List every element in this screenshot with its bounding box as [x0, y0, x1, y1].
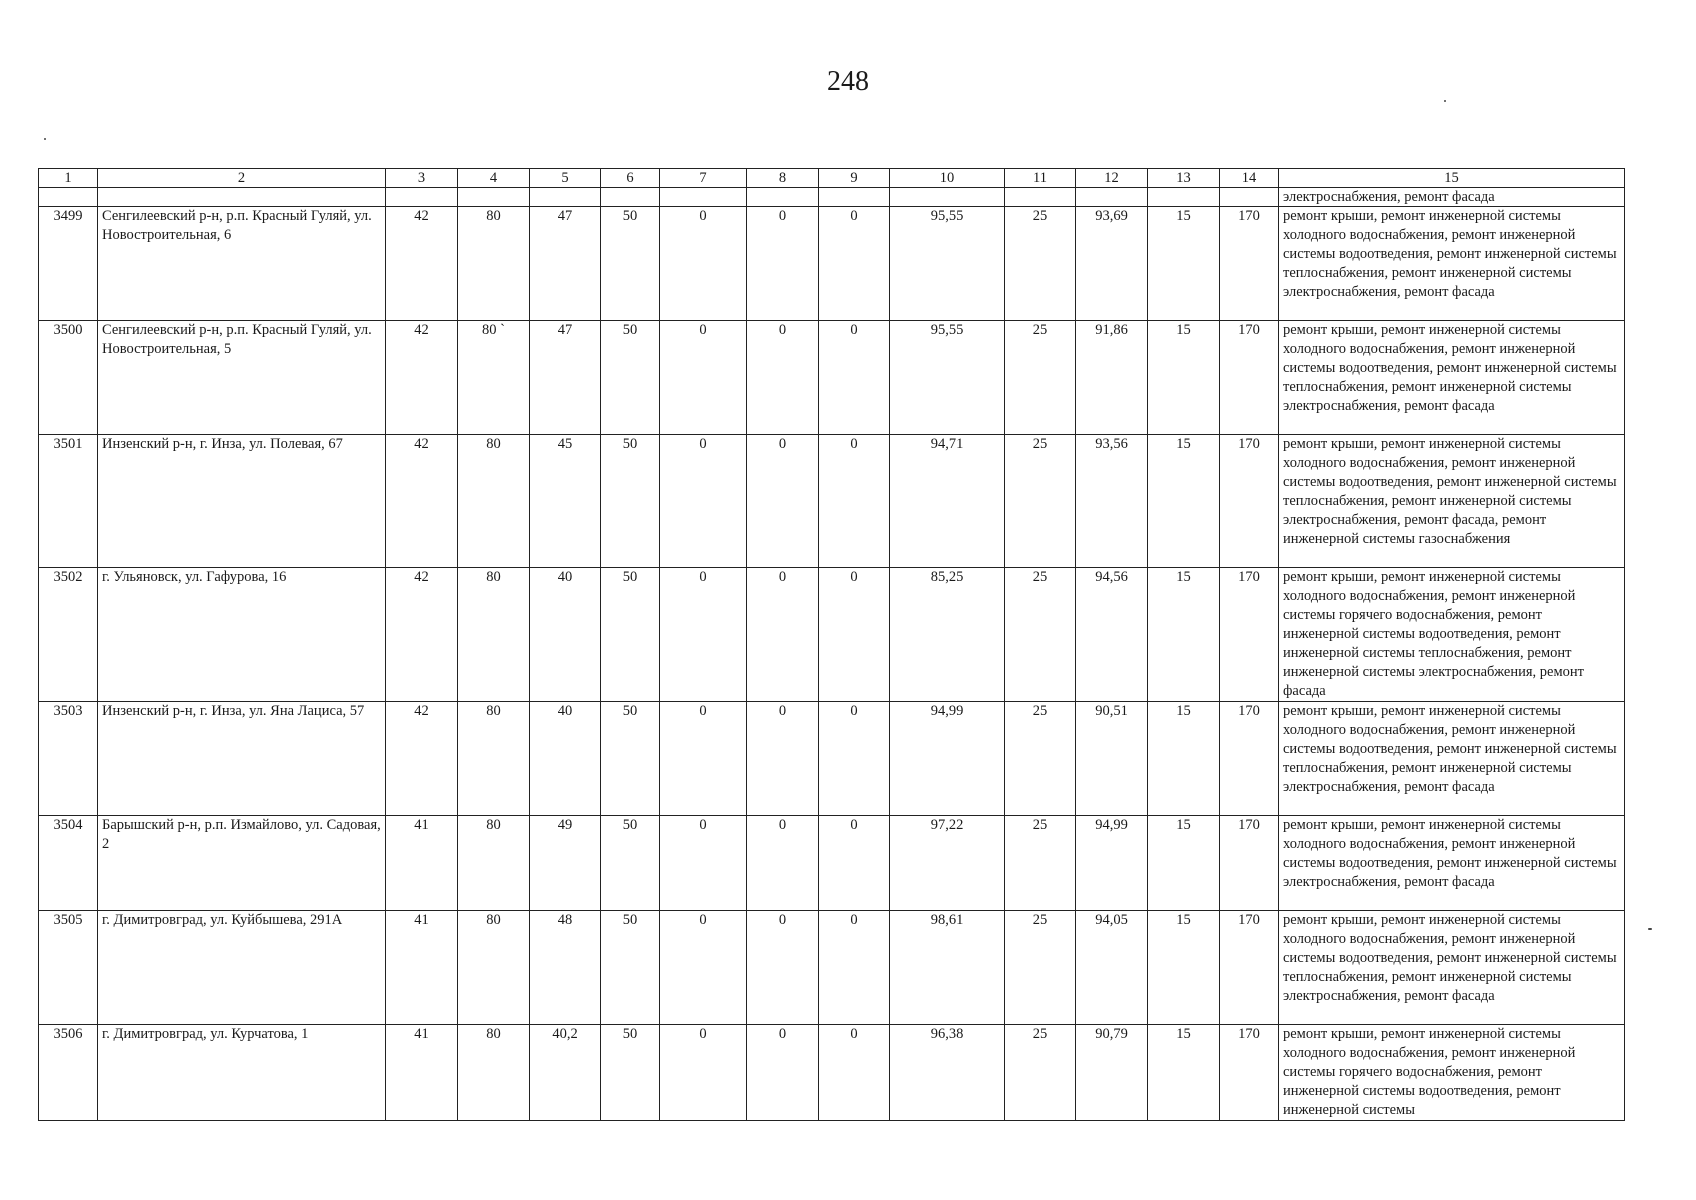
value-col-5: 40 — [530, 702, 601, 816]
value-col-11: 25 — [1005, 702, 1076, 816]
column-header: 13 — [1148, 169, 1220, 188]
continuation-work-text: электроснабжения, ремонт фасада — [1279, 188, 1625, 207]
value-col-10: 97,22 — [890, 816, 1005, 911]
row-number: 3503 — [39, 702, 98, 816]
value-col-6: 50 — [601, 1025, 660, 1121]
value-col-8: 0 — [747, 321, 819, 435]
work-types: ремонт крыши, ремонт инженерной системы холодного водоснабжения, ремонт инженерной системы водоотведения, ремонт инженерной системы теплоснабжения, ремонт инженерной системы электроснабжения, ремонт фасада — [1279, 207, 1625, 321]
column-header: 8 — [747, 169, 819, 188]
column-header: 7 — [660, 169, 747, 188]
value-col-8: 0 — [747, 207, 819, 321]
value-col-4: 80 — [458, 816, 530, 911]
value-col-4: 80 — [458, 1025, 530, 1121]
table-row — [39, 435, 1625, 568]
value-col-13: 15 — [1148, 911, 1220, 1025]
work-types: ремонт крыши, ремонт инженерной системы холодного водоснабжения, ремонт инженерной системы водоотведения, ремонт инженерной системы электроснабжения, ремонт фасада — [1279, 816, 1625, 911]
value-col-8: 0 — [747, 702, 819, 816]
value-col-14: 170 — [1220, 911, 1279, 1025]
value-col-6: 50 — [601, 911, 660, 1025]
work-types: ремонт крыши, ремонт инженерной системы холодного водоснабжения, ремонт инженерной системы водоотведения, ремонт инженерной системы теплоснабжения, ремонт инженерной системы электроснабжения, ремонт фасада — [1279, 702, 1625, 816]
value-col-7: 0 — [660, 911, 747, 1025]
address: г. Димитровград, ул. Куйбышева, 291А — [98, 911, 386, 1025]
table-row — [39, 702, 1625, 816]
value-col-11: 25 — [1005, 568, 1076, 702]
value-col-4: 80 — [458, 911, 530, 1025]
value-col-9: 0 — [819, 207, 890, 321]
value-col-14: 170 — [1220, 1025, 1279, 1121]
table-row — [39, 911, 1625, 1025]
scan-speck — [1648, 928, 1652, 930]
value-col-9: 0 — [819, 1025, 890, 1121]
value-col-13: 15 — [1148, 816, 1220, 911]
value-col-3: 42 — [386, 207, 458, 321]
row-number: 3500 — [39, 321, 98, 435]
value-col-11: 25 — [1005, 816, 1076, 911]
value-col-9: 0 — [819, 321, 890, 435]
column-header: 12 — [1076, 169, 1148, 188]
work-types: ремонт крыши, ремонт инженерной системы холодного водоснабжения, ремонт инженерной системы водоотведения, ремонт инженерной системы теплоснабжения, ремонт инженерной системы электроснабжения, ремонт фасада, ремонт инженерной системы газоснабжения — [1279, 435, 1625, 568]
value-col-4: 80 — [458, 568, 530, 702]
address: г. Димитровград, ул. Курчатова, 1 — [98, 1025, 386, 1121]
value-col-12: 91,86 — [1076, 321, 1148, 435]
value-col-13: 15 — [1148, 321, 1220, 435]
value-col-9: 0 — [819, 568, 890, 702]
value-col-6: 50 — [601, 207, 660, 321]
value-col-12: 94,05 — [1076, 911, 1148, 1025]
value-col-7: 0 — [660, 816, 747, 911]
value-col-5: 40,2 — [530, 1025, 601, 1121]
scan-speck — [44, 138, 46, 140]
table-row — [39, 321, 1625, 435]
address: Сенгилеевский р-н, р.п. Красный Гуляй, ул. Новостроительная, 5 — [98, 321, 386, 435]
column-header: 4 — [458, 169, 530, 188]
value-col-6: 50 — [601, 435, 660, 568]
value-col-14: 170 — [1220, 435, 1279, 568]
value-col-6: 50 — [601, 702, 660, 816]
column-header: 14 — [1220, 169, 1279, 188]
value-col-3: 42 — [386, 702, 458, 816]
value-col-11: 25 — [1005, 321, 1076, 435]
value-col-4: 80 — [458, 702, 530, 816]
value-col-4: 80 — [458, 435, 530, 568]
value-col-6: 50 — [601, 816, 660, 911]
value-col-13: 15 — [1148, 568, 1220, 702]
value-col-8: 0 — [747, 1025, 819, 1121]
row-number: 3506 — [39, 1025, 98, 1121]
value-col-11: 25 — [1005, 435, 1076, 568]
work-types: ремонт крыши, ремонт инженерной системы холодного водоснабжения, ремонт инженерной системы горячего водоснабжения, ремонт инженерной системы водоотведения, ремонт инженерной системы — [1279, 1025, 1625, 1121]
continuation-row — [39, 188, 1625, 207]
value-col-13: 15 — [1148, 207, 1220, 321]
row-number: 3504 — [39, 816, 98, 911]
value-col-12: 94,99 — [1076, 816, 1148, 911]
column-header: 15 — [1279, 169, 1625, 188]
scan-speck — [1444, 100, 1446, 102]
value-col-10: 96,38 — [890, 1025, 1005, 1121]
column-number-row — [39, 169, 1625, 188]
value-col-7: 0 — [660, 435, 747, 568]
row-number: 3499 — [39, 207, 98, 321]
value-col-13: 15 — [1148, 435, 1220, 568]
value-col-4: 80 ` — [458, 321, 530, 435]
value-col-11: 25 — [1005, 1025, 1076, 1121]
column-header: 2 — [98, 169, 386, 188]
column-header: 5 — [530, 169, 601, 188]
column-header: 1 — [39, 169, 98, 188]
value-col-3: 42 — [386, 321, 458, 435]
table-row — [39, 816, 1625, 911]
value-col-6: 50 — [601, 321, 660, 435]
value-col-14: 170 — [1220, 207, 1279, 321]
address: Инзенский р-н, г. Инза, ул. Яна Лациса, 57 — [98, 702, 386, 816]
value-col-10: 95,55 — [890, 321, 1005, 435]
value-col-3: 41 — [386, 816, 458, 911]
value-col-8: 0 — [747, 568, 819, 702]
column-header: 9 — [819, 169, 890, 188]
value-col-10: 94,71 — [890, 435, 1005, 568]
value-col-6: 50 — [601, 568, 660, 702]
value-col-14: 170 — [1220, 816, 1279, 911]
value-col-7: 0 — [660, 321, 747, 435]
work-types: ремонт крыши, ремонт инженерной системы холодного водоснабжения, ремонт инженерной системы водоотведения, ремонт инженерной системы теплоснабжения, ремонт инженерной системы электроснабжения, ремонт фасада — [1279, 321, 1625, 435]
row-number: 3505 — [39, 911, 98, 1025]
value-col-12: 94,56 — [1076, 568, 1148, 702]
value-col-10: 85,25 — [890, 568, 1005, 702]
row-number: 3501 — [39, 435, 98, 568]
value-col-12: 90,79 — [1076, 1025, 1148, 1121]
value-col-5: 47 — [530, 321, 601, 435]
value-col-8: 0 — [747, 435, 819, 568]
value-col-14: 170 — [1220, 568, 1279, 702]
value-col-3: 42 — [386, 435, 458, 568]
address: Инзенский р-н, г. Инза, ул. Полевая, 67 — [98, 435, 386, 568]
value-col-9: 0 — [819, 435, 890, 568]
value-col-7: 0 — [660, 702, 747, 816]
value-col-9: 0 — [819, 816, 890, 911]
value-col-9: 0 — [819, 702, 890, 816]
value-col-12: 93,69 — [1076, 207, 1148, 321]
value-col-8: 0 — [747, 816, 819, 911]
address: Барышский р-н, р.п. Измайлово, ул. Садовая, 2 — [98, 816, 386, 911]
value-col-5: 40 — [530, 568, 601, 702]
value-col-13: 15 — [1148, 1025, 1220, 1121]
column-header: 3 — [386, 169, 458, 188]
value-col-11: 25 — [1005, 207, 1076, 321]
value-col-5: 48 — [530, 911, 601, 1025]
table-row — [39, 568, 1625, 702]
value-col-11: 25 — [1005, 911, 1076, 1025]
work-types: ремонт крыши, ремонт инженерной системы холодного водоснабжения, ремонт инженерной системы горячего водоснабжения, ремонт инженерной системы водоотведения, ремонт инженерной системы теплоснабжения, ремонт инженерной системы электроснабжения, ремонт фасада — [1279, 568, 1625, 702]
value-col-14: 170 — [1220, 321, 1279, 435]
address: Сенгилеевский р-н, р.п. Красный Гуляй, ул. Новостроительная, 6 — [98, 207, 386, 321]
repair-program-table — [38, 168, 1625, 1121]
value-col-10: 98,61 — [890, 911, 1005, 1025]
column-header: 10 — [890, 169, 1005, 188]
page-number: 248 — [827, 66, 869, 97]
value-col-12: 93,56 — [1076, 435, 1148, 568]
value-col-12: 90,51 — [1076, 702, 1148, 816]
value-col-7: 0 — [660, 207, 747, 321]
value-col-4: 80 — [458, 207, 530, 321]
value-col-3: 41 — [386, 1025, 458, 1121]
value-col-14: 170 — [1220, 702, 1279, 816]
column-header: 6 — [601, 169, 660, 188]
value-col-10: 94,99 — [890, 702, 1005, 816]
value-col-10: 95,55 — [890, 207, 1005, 321]
value-col-3: 41 — [386, 911, 458, 1025]
table-row — [39, 207, 1625, 321]
column-header: 11 — [1005, 169, 1076, 188]
table-row — [39, 1025, 1625, 1121]
value-col-9: 0 — [819, 911, 890, 1025]
value-col-5: 47 — [530, 207, 601, 321]
value-col-3: 42 — [386, 568, 458, 702]
value-col-8: 0 — [747, 911, 819, 1025]
value-col-7: 0 — [660, 1025, 747, 1121]
value-col-5: 49 — [530, 816, 601, 911]
work-types: ремонт крыши, ремонт инженерной системы холодного водоснабжения, ремонт инженерной системы водоотведения, ремонт инженерной системы теплоснабжения, ремонт инженерной системы электроснабжения, ремонт фасада — [1279, 911, 1625, 1025]
row-number: 3502 — [39, 568, 98, 702]
value-col-5: 45 — [530, 435, 601, 568]
value-col-7: 0 — [660, 568, 747, 702]
address: г. Ульяновск, ул. Гафурова, 16 — [98, 568, 386, 702]
value-col-13: 15 — [1148, 702, 1220, 816]
